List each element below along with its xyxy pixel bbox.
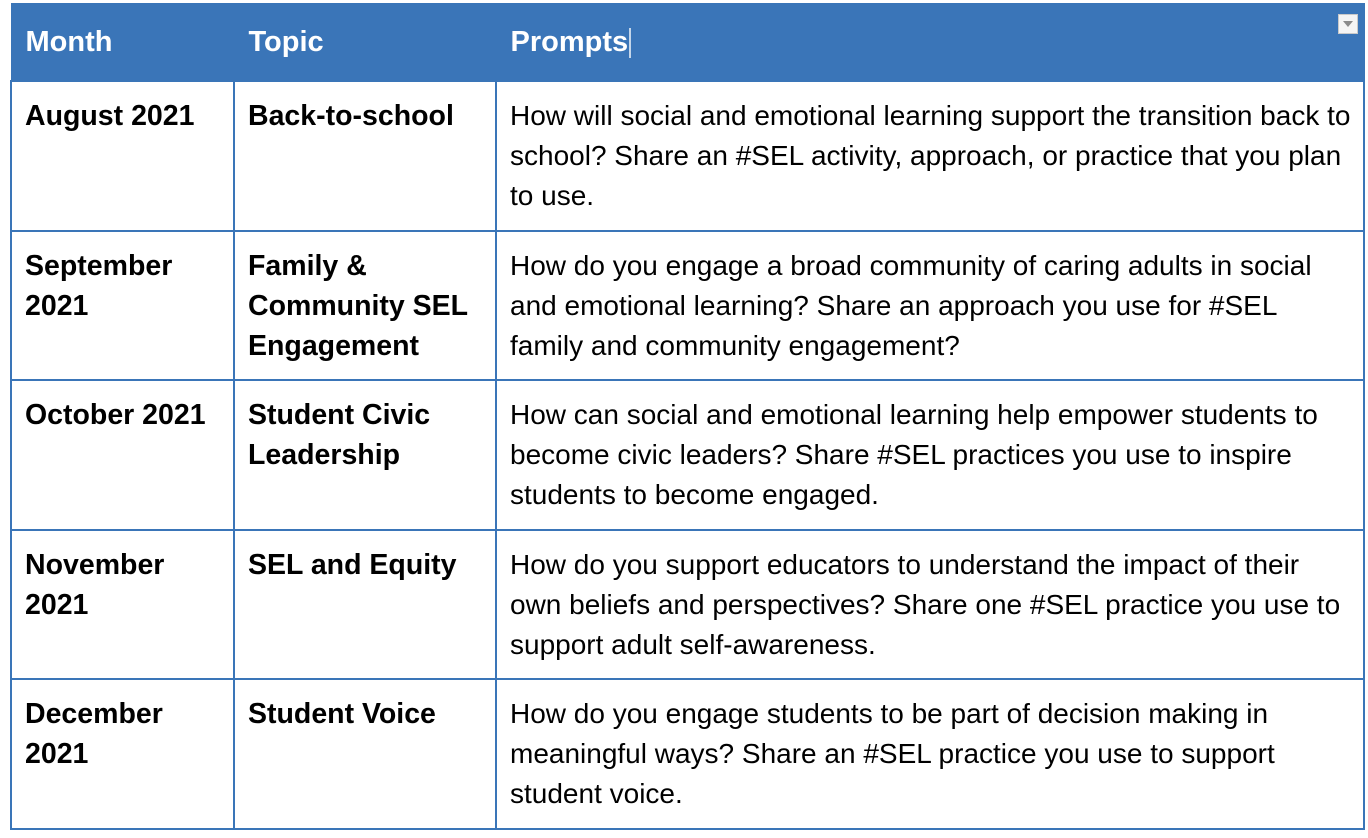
prompt-cell: How will social and emotional learning support the transition back to school? Share an #SEL activity, approach, or practice that you plan to use.	[496, 81, 1364, 231]
topic-cell: SEL and Equity	[234, 530, 496, 680]
month-cell: December 2021	[11, 679, 234, 829]
header-prompts	[496, 4, 1364, 82]
topic-cell: Student Civic Leadership	[234, 380, 496, 530]
prompt-cell: How do you engage students to be part of decision making in meaningful ways? Share an #SEL practice you use to support student voice.	[496, 679, 1364, 829]
month-cell: September 2021	[11, 231, 234, 381]
prompt-cell: How do you support educators to understand the impact of their own beliefs and perspectives? Share one #SEL practice you use to support adult self-awareness.	[496, 530, 1364, 680]
table-body	[11, 81, 1364, 829]
chevron-down-icon	[1343, 21, 1353, 27]
topic-cell: Back-to-school	[234, 81, 496, 231]
sel-calendar-table-container	[10, 3, 1363, 830]
table-row	[11, 81, 1364, 231]
table-row	[11, 380, 1364, 530]
table-row	[11, 231, 1364, 381]
header-row	[11, 4, 1364, 82]
prompt-cell: How can social and emotional learning help empower students to become civic leaders? Share #SEL practices you use to inspire students to become engaged.	[496, 380, 1364, 530]
header-prompts-label: Prompts	[510, 25, 629, 58]
table-row	[11, 530, 1364, 680]
prompt-cell: How do you engage a broad community of caring adults in social and emotional learning? Share an approach you use for #SEL family and community engagement?	[496, 231, 1364, 381]
table-row	[11, 679, 1364, 829]
sel-calendar-table	[10, 3, 1365, 830]
text-cursor	[629, 28, 631, 58]
header-topic	[234, 4, 496, 82]
month-cell: August 2021	[11, 81, 234, 231]
table-header	[11, 4, 1364, 82]
header-month	[11, 4, 234, 82]
month-cell: November 2021	[11, 530, 234, 680]
topic-cell: Student Voice	[234, 679, 496, 829]
header-month-label: Month	[25, 25, 113, 58]
topic-cell: Family & Community SEL Engagement	[234, 231, 496, 381]
header-topic-label: Topic	[248, 25, 324, 58]
table-options-dropdown[interactable]	[1338, 14, 1358, 34]
month-cell: October 2021	[11, 380, 234, 530]
